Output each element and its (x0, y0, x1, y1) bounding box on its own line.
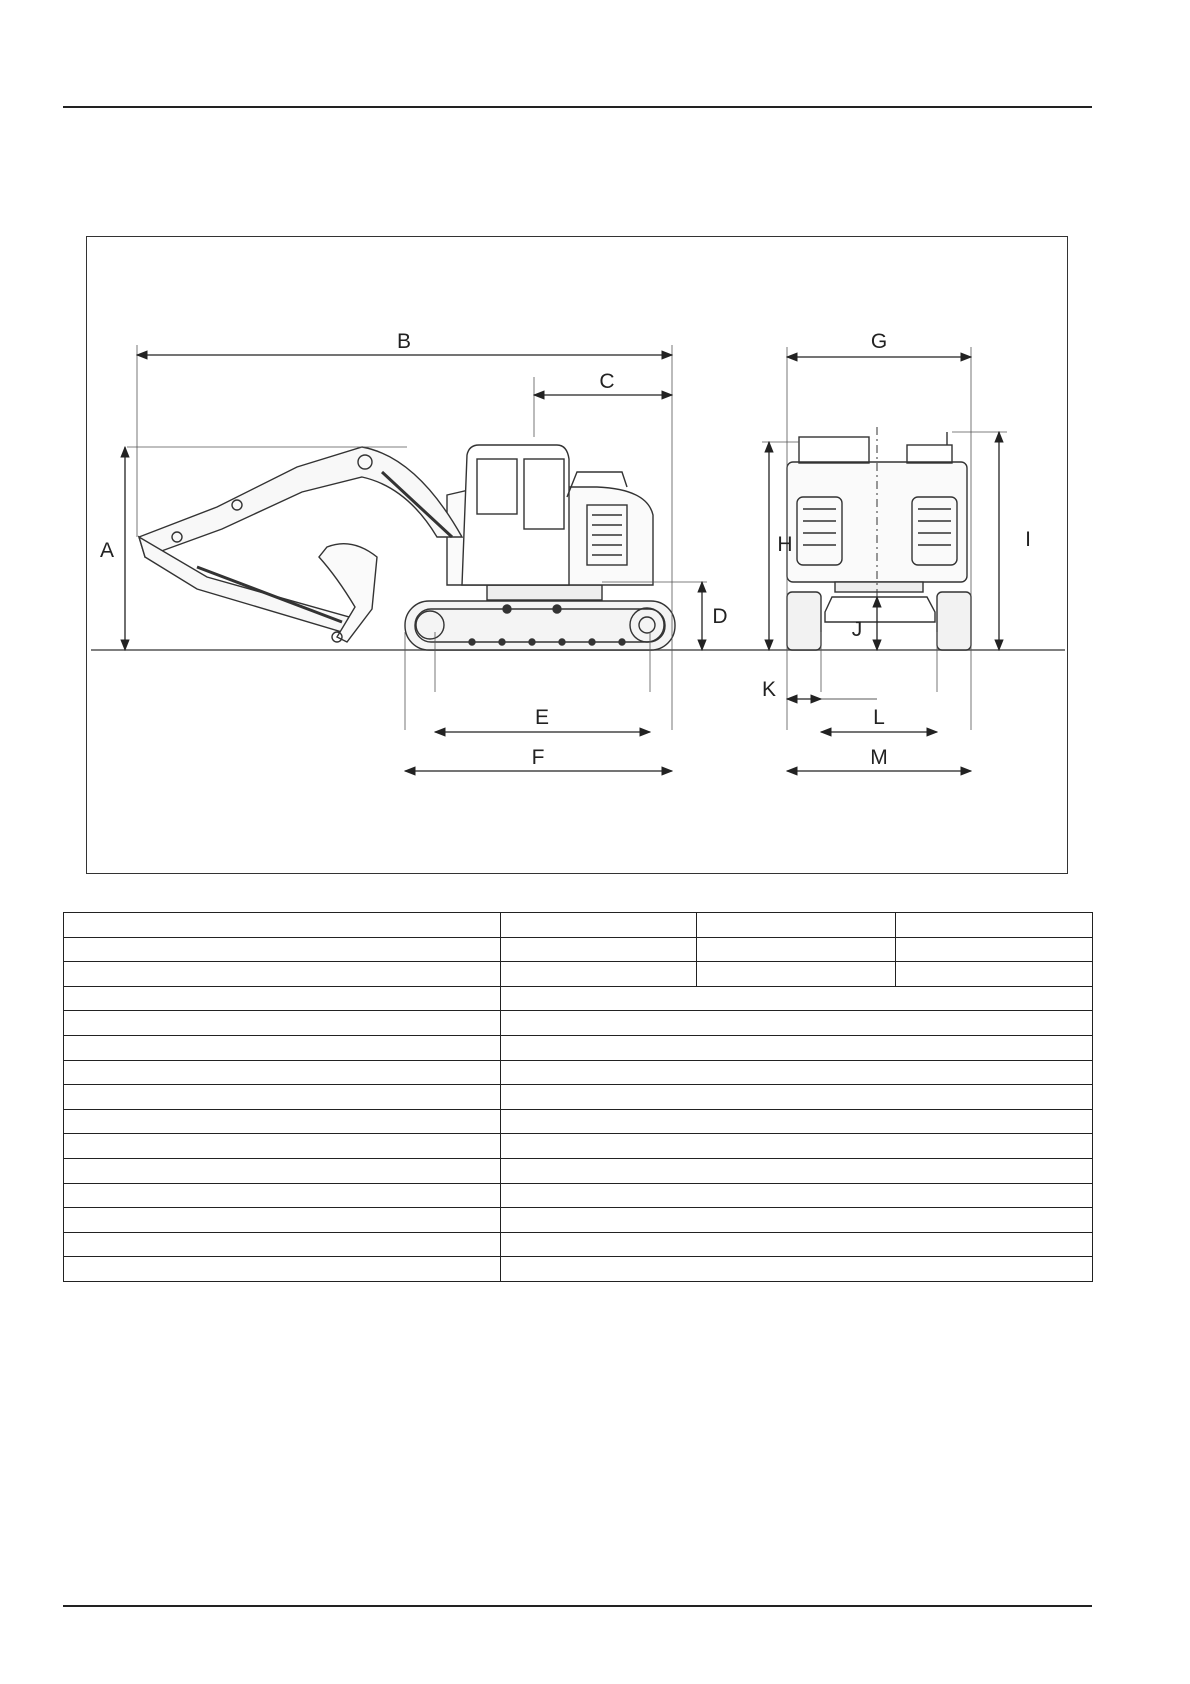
excavator-side-view (139, 445, 675, 650)
table-cell (501, 937, 697, 962)
table-cell (64, 1232, 501, 1257)
table-cell (501, 1134, 1093, 1159)
table-cell (64, 913, 501, 938)
table-cell (896, 913, 1093, 938)
table-row (64, 1011, 1093, 1036)
table-row (64, 1158, 1093, 1183)
table-row (64, 1035, 1093, 1060)
table-cell (64, 1208, 501, 1233)
footer-rule (63, 1605, 1092, 1607)
table-cell (64, 1011, 501, 1036)
table-cell (64, 1109, 501, 1134)
dimension-label-g: G (870, 330, 888, 353)
table-cell (64, 1257, 501, 1282)
table-cell (697, 937, 896, 962)
table-row (64, 1134, 1093, 1159)
table-cell (64, 1085, 501, 1110)
table-cell (501, 1158, 1093, 1183)
table-cell (501, 1183, 1093, 1208)
table-row (64, 1232, 1093, 1257)
table-cell (64, 1035, 501, 1060)
dimension-label-c: C (599, 370, 615, 393)
table-cell (501, 1011, 1093, 1036)
table-cell (896, 937, 1093, 962)
table-row (64, 913, 1093, 938)
table-cell (501, 1035, 1093, 1060)
dimension-label-d: D (712, 605, 728, 628)
table-cell (501, 1208, 1093, 1233)
table-row (64, 1183, 1093, 1208)
dimension-label-a: A (99, 539, 115, 562)
dimension-label-l: L (873, 706, 885, 729)
table-row (64, 1085, 1093, 1110)
table-cell (501, 1257, 1093, 1282)
table-cell (896, 962, 1093, 987)
table-cell (501, 962, 697, 987)
table-row (64, 962, 1093, 987)
dimension-label-f: F (531, 746, 545, 769)
table-cell (697, 913, 896, 938)
table-cell (501, 1085, 1093, 1110)
table-cell (501, 1232, 1093, 1257)
table-cell (501, 913, 697, 938)
dimension-label-e: E (534, 706, 550, 729)
table-row (64, 1257, 1093, 1282)
table-cell (64, 937, 501, 962)
header-rule (63, 106, 1092, 108)
dimension-label-j: J (851, 618, 863, 641)
specification-table (63, 912, 1093, 1282)
dimension-label-m: M (870, 746, 888, 769)
table-cell (64, 1060, 501, 1085)
dimension-label-i: I (1025, 528, 1031, 551)
excavator-rear-view (787, 427, 971, 650)
table-row (64, 986, 1093, 1011)
excavator-dimension-figure (86, 236, 1068, 874)
table-cell (501, 1109, 1093, 1134)
dimension-label-h: H (777, 533, 793, 556)
table-row (64, 1208, 1093, 1233)
table-cell (64, 962, 501, 987)
table-cell (64, 1134, 501, 1159)
table-cell (64, 1183, 501, 1208)
table-cell (501, 986, 1093, 1011)
table-row (64, 1109, 1093, 1134)
dimension-label-k: K (761, 678, 777, 701)
table-cell (64, 1158, 501, 1183)
table-cell (501, 1060, 1093, 1085)
table-cell (697, 962, 896, 987)
table-row (64, 937, 1093, 962)
table-row (64, 1060, 1093, 1085)
table-cell (64, 986, 501, 1011)
dimension-label-b: B (396, 330, 412, 353)
